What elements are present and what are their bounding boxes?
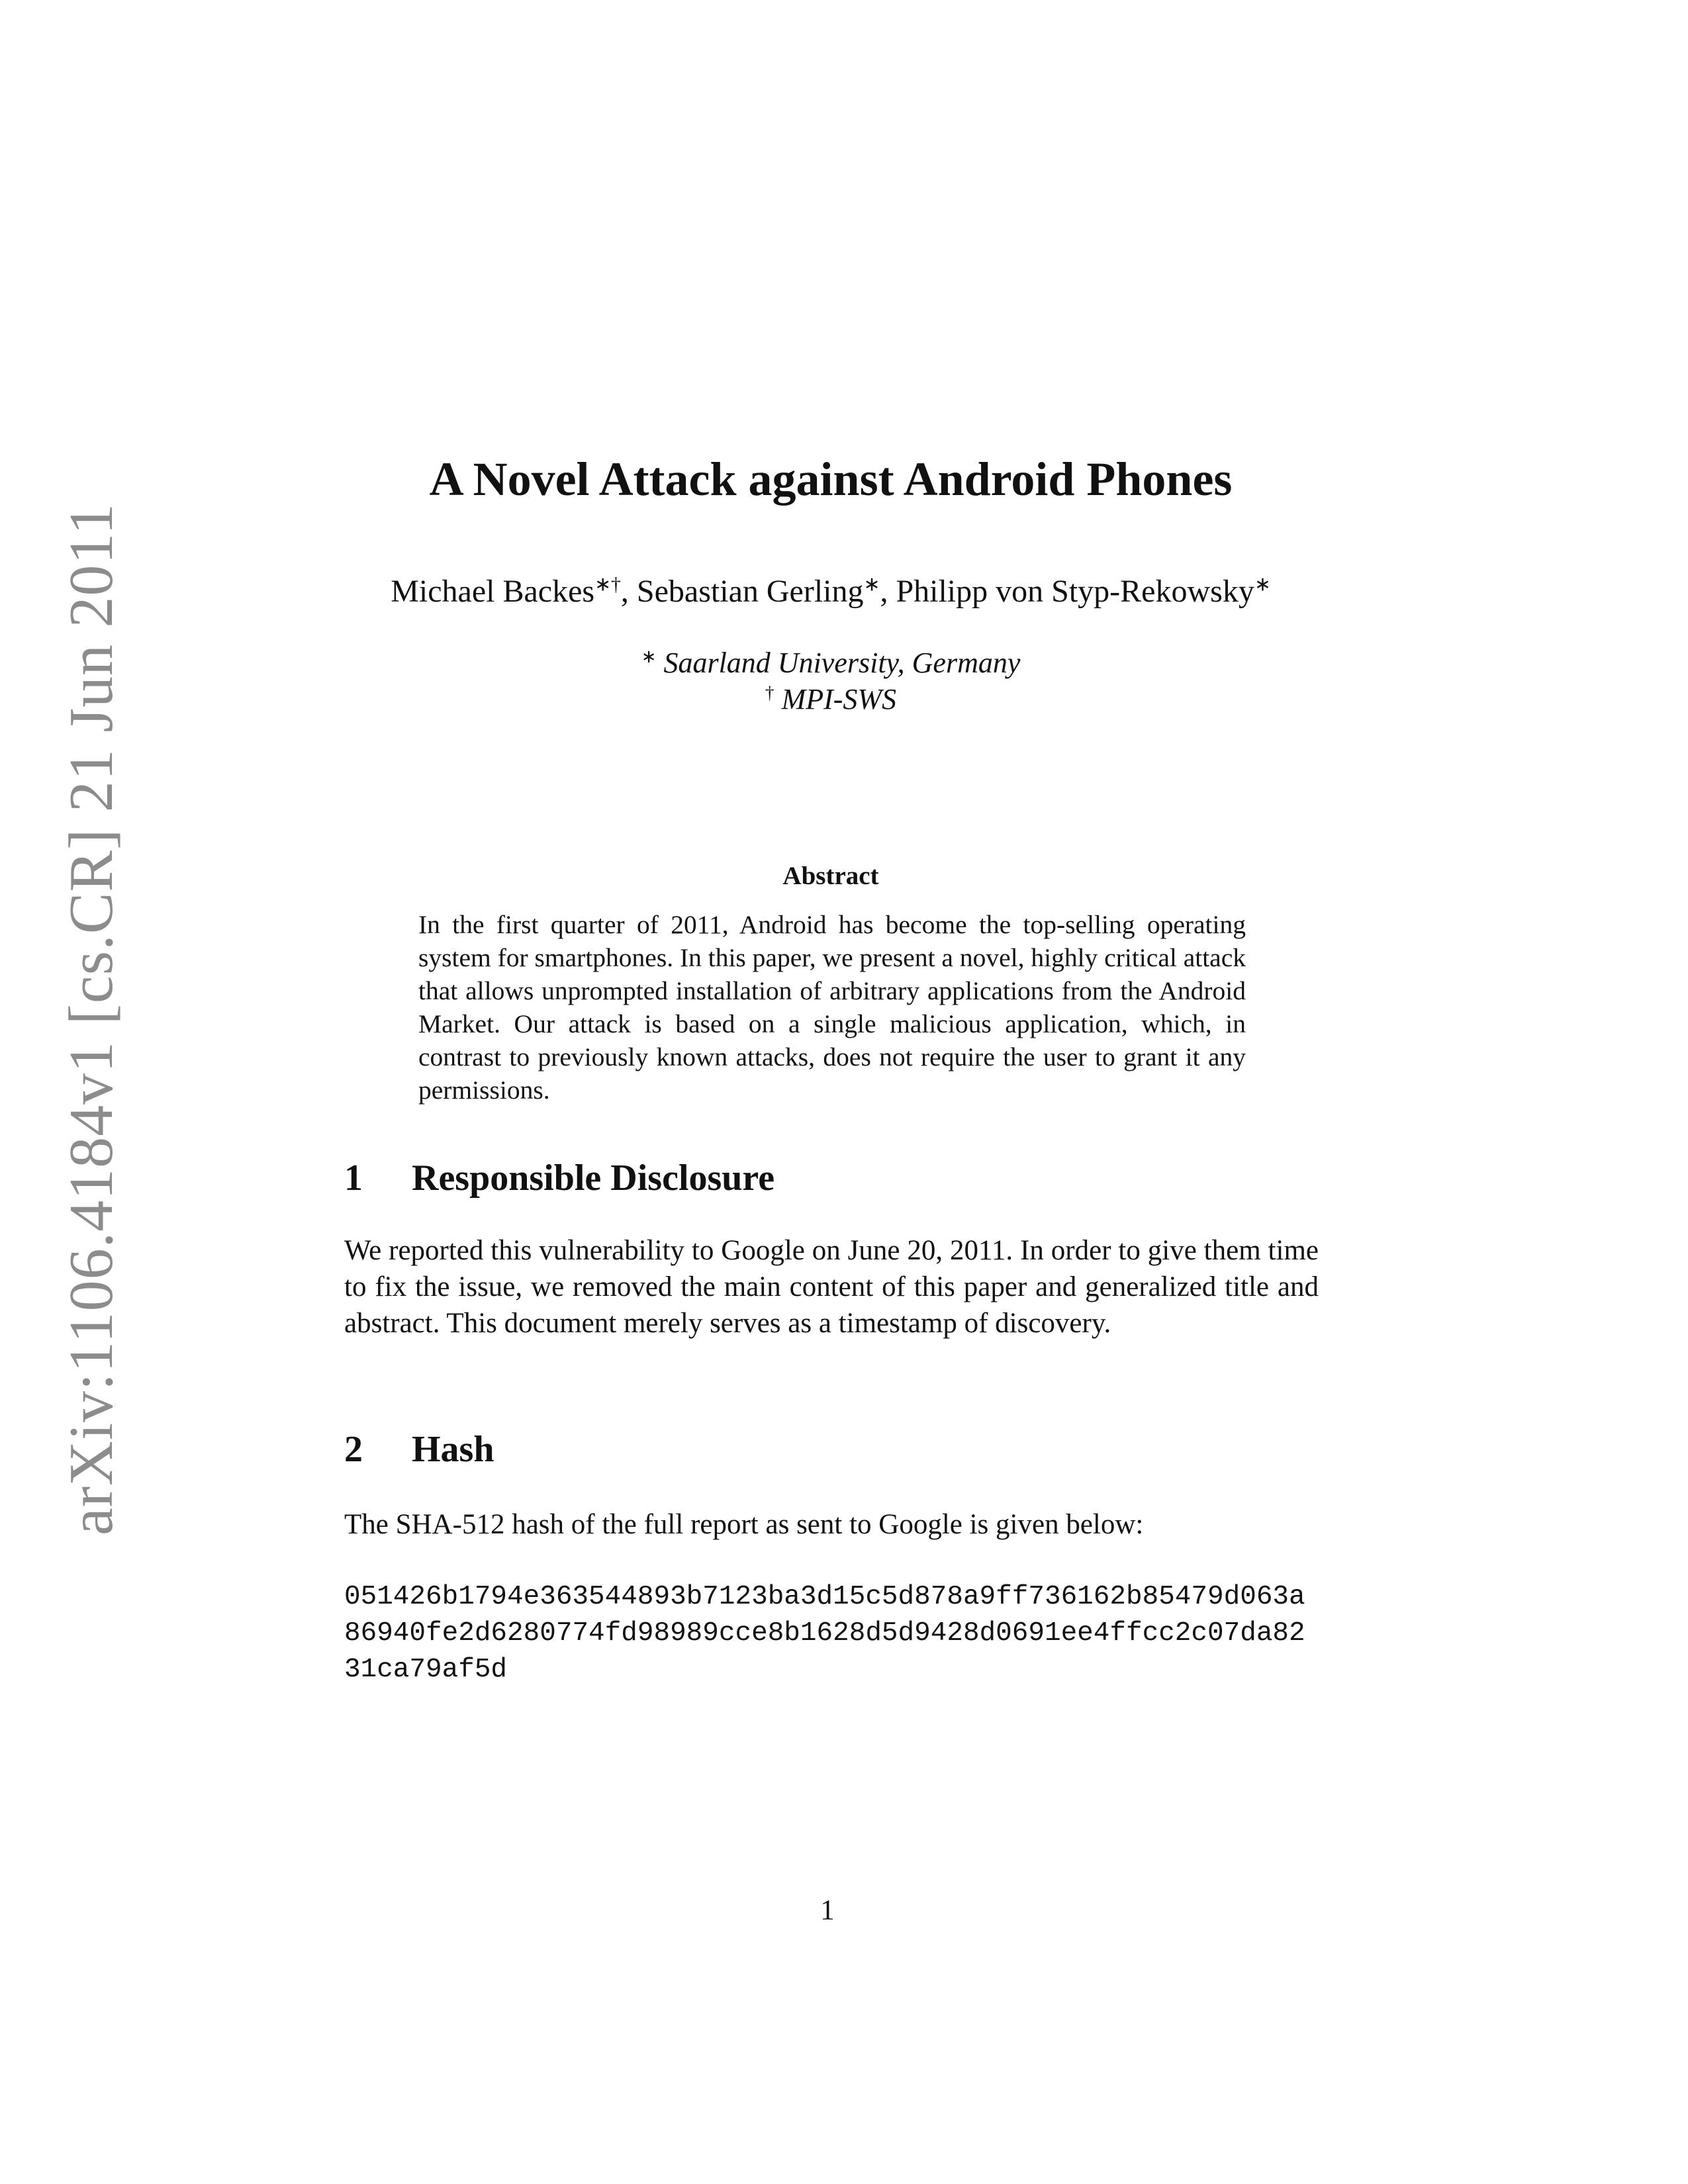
affiliation xyxy=(344,682,1317,716)
author-affiliation-mark: ∗† xyxy=(594,573,621,596)
abstract-heading: Abstract xyxy=(782,862,879,890)
section-title: Responsible Disclosure xyxy=(412,1158,775,1199)
page-number: 1 xyxy=(820,1895,835,1926)
author-separator: , xyxy=(880,574,896,609)
author-name: Sebastian Gerling xyxy=(636,574,864,609)
author-list xyxy=(344,573,1317,610)
section-heading-hash xyxy=(344,1428,494,1471)
hash-line: 051426b1794e363544893b7123ba3d15c5d878a9ff736162b85479d063a xyxy=(344,1582,1305,1612)
arxiv-identifier: arXiv:1106.4184v1 [cs.CR] 21 Jun 2011 xyxy=(57,502,126,1536)
author-name: Philipp von Styp-Rekowsky xyxy=(896,574,1254,609)
sha512-hash xyxy=(344,1579,1305,1688)
affiliation-mark: ∗ xyxy=(641,647,657,666)
affiliation-name: MPI-SWS xyxy=(781,683,897,715)
abstract-text: In the first quarter of 2011, Android has become the top-selling operating system for smartphones. In this paper, we present a novel, highly critical attack that allows unprompted installation of arbitrary applications from the Android Market. Our attack is based on a single malicious application, which, in contrast to previously known attacks, does not require the user to grant it any permissions. xyxy=(418,910,1246,1105)
section-title: Hash xyxy=(412,1429,494,1470)
section-paragraph: The SHA-512 hash of the full report as sent to Google is given below: xyxy=(344,1509,1144,1540)
section-heading-responsible-disclosure xyxy=(344,1157,774,1199)
affiliation-name: Saarland University, Germany xyxy=(663,647,1021,679)
affiliation xyxy=(344,646,1317,680)
paper-title: A Novel Attack against Android Phones xyxy=(429,453,1233,506)
hash-line: 31ca79af5d xyxy=(344,1655,508,1685)
section-number: 1 xyxy=(344,1158,363,1199)
author-name: Michael Backes xyxy=(391,574,595,609)
author-separator: , xyxy=(620,574,637,609)
author-affiliation-mark: ∗ xyxy=(863,573,880,596)
hash-line: 86940fe2d6280774fd98989cce8b1628d5d9428d0691ee4ffcc2c07da82 xyxy=(344,1618,1305,1649)
section-number: 2 xyxy=(344,1429,363,1470)
author-affiliation-mark: ∗ xyxy=(1254,573,1271,596)
affiliation-mark: † xyxy=(765,683,774,703)
section-paragraph: We reported this vulnerability to Google on June 20, 2011. In order to give them time to fix the issue, we removed the main content of this paper and generalized title and abstract. This document merely serves as a timestamp of discovery. xyxy=(344,1235,1319,1339)
